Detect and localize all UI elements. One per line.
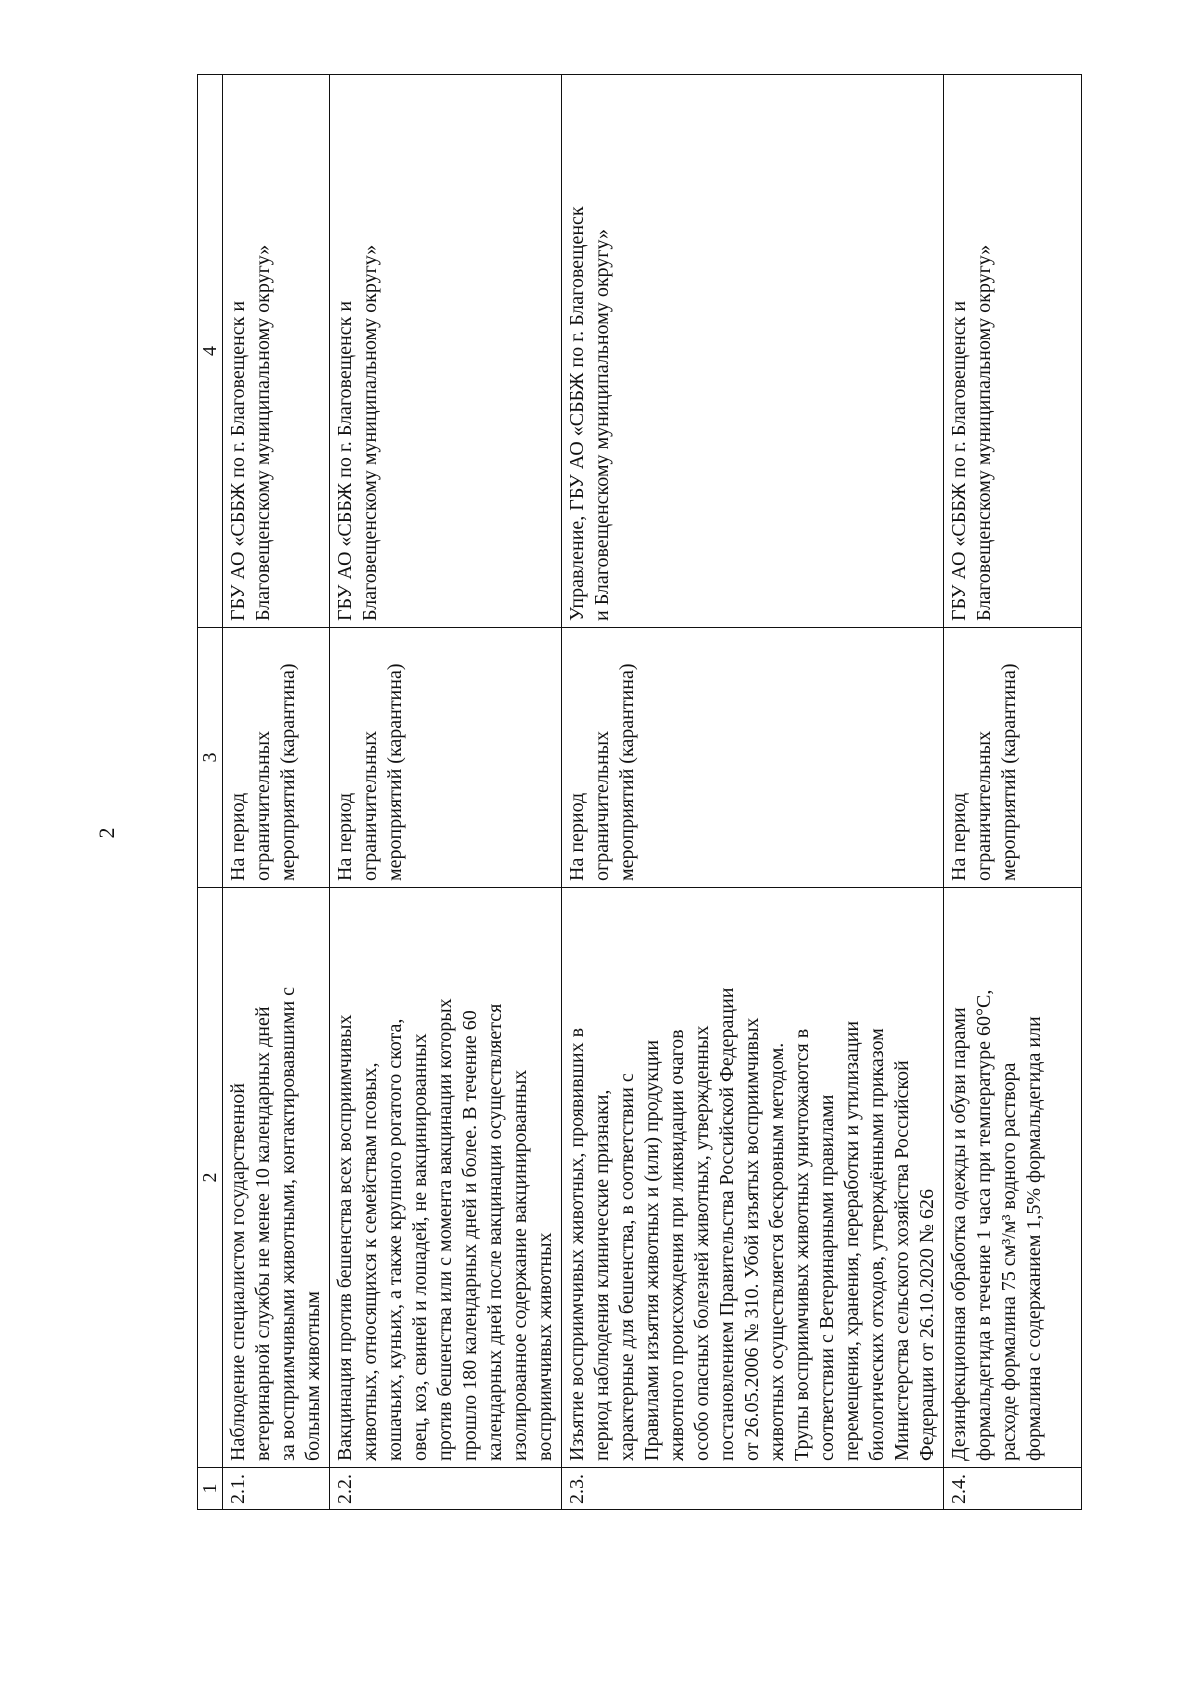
measures-table xyxy=(197,74,1082,1510)
header-col-3: 3 xyxy=(198,628,223,888)
responsible-text: ГБУ АО «СББЖ по г. Благовещенск и Благовещенскому муниципальному округу» xyxy=(330,75,562,628)
period-text: На период ограничительных мероприятий (карантина) xyxy=(330,628,562,888)
measure-text: Дезинфекционная обработка одежды и обуви парами формальдегида в течение 1 часа при температуре 60°С, расходе формалина 75 см³/м³ водного раствора формалина с содержанием 1,5% формальдегида или xyxy=(944,888,1082,1468)
page-number: 2 xyxy=(94,827,119,839)
table-row xyxy=(223,75,330,1510)
header-col-2: 2 xyxy=(198,888,223,1468)
table-row xyxy=(330,75,562,1510)
row-number: 2.2. xyxy=(330,1468,562,1510)
measure-text: Наблюдение специалистом государственной ветеринарной службы не менее 10 календарных дней за восприимчивыми животными, контактировавшими с больным животным xyxy=(223,888,330,1468)
rotated-table-container xyxy=(197,75,1082,1510)
measure-text: Вакцинация против бешенства всех восприимчивых животных, относящихся к семействам псовых, кошачьих, куньих, а также крупного рогатого скота, овец, коз, свиней и лошадей, не вакцинированных против бешенства или с момента вакцинации которых прошло 180 календарных дней и более. В течение 60 календарных дней после вакцинации осуществляется изолированное содержание вакцинированных восприимчивых животных xyxy=(330,888,562,1468)
period-text: На период ограничительных мероприятий (карантина) xyxy=(562,628,944,888)
header-col-1: 1 xyxy=(198,1468,223,1510)
row-number: 2.1. xyxy=(223,1468,330,1510)
period-text: На период ограничительных мероприятий (карантина) xyxy=(223,628,330,888)
header-col-4: 4 xyxy=(198,75,223,628)
measure-text: Изъятие восприимчивых животных, проявивших в период наблюдения клинические признаки, характерные для бешенства, в соответствии с Правилами изъятия животных и (или) продукции животного происхождения при ликвидации очагов особо опасных болезней животных, утвержденных постановлением Правительства Российской Федерации от 26.05.2006 № 310. Убой изъятых восприимчивых животных осуществляется бескровным методом. Трупы восприимчивых животных уничтожаются в соответствии с Ветеринарными правилами перемещения, хранения, переработки и утилизации биологических отходов, утверждёнными приказом Министерства сельского хозяйства Российской Федерации от 26.10.2020 № 626 xyxy=(562,888,944,1468)
responsible-text: ГБУ АО «СББЖ по г. Благовещенск и Благовещенскому муниципальному округу» xyxy=(944,75,1082,628)
row-number: 2.4. xyxy=(944,1468,1082,1510)
table-header-row xyxy=(198,75,223,1510)
period-text: На период ограничительных мероприятий (карантина) xyxy=(944,628,1082,888)
table-row xyxy=(562,75,944,1510)
table-row xyxy=(944,75,1082,1510)
responsible-text: Управление, ГБУ АО «СББЖ по г. Благовещенск и Благовещенскому муниципальному округу» xyxy=(562,75,944,628)
responsible-text: ГБУ АО «СББЖ по г. Благовещенск и Благовещенскому муниципальному округу» xyxy=(223,75,330,628)
row-number: 2.3. xyxy=(562,1468,944,1510)
